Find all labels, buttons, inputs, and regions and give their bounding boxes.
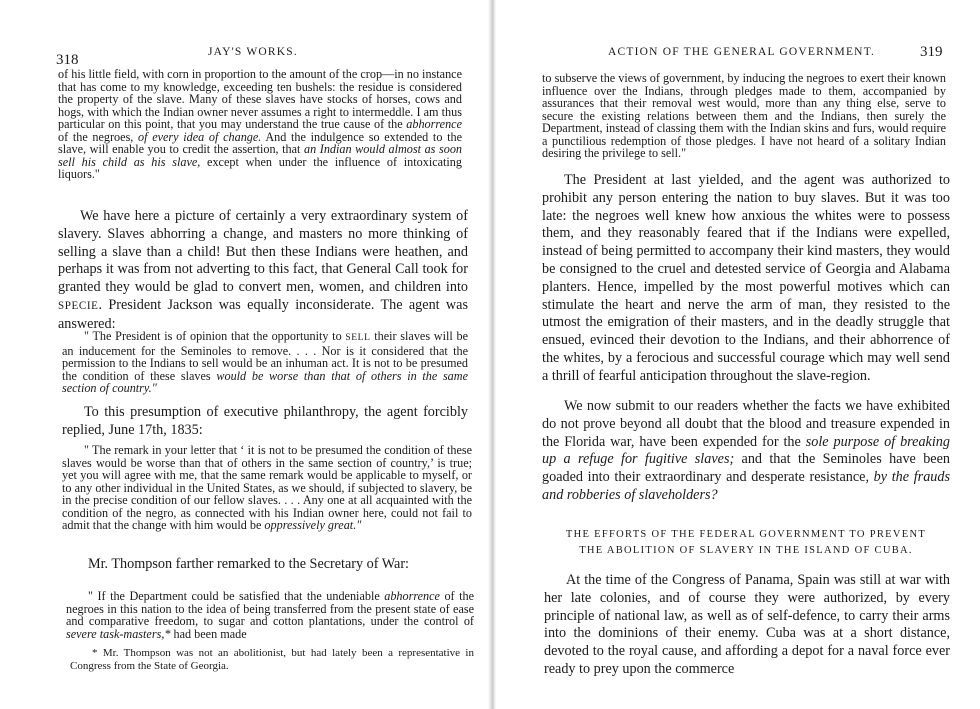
paragraph-agent-replied: To this presumption of executive philanthropy, the agent forcibly replied, June 17th, 1835:: [62, 404, 468, 438]
quote-subserve-government: to subserve the views of government, by inducing the negroes to exert their known influence over the Indians, through pledges made to them, accompanied by assurances that their removal west would, more than any thing else, serve to secure the existing relations between them and the Indians, then surely the Department, instead of classing them with the Indian skins and furs, would require a punctilious redemption of those pledges. I have not heard of a solitary Indian desiring the privilege to sell.": [542, 71, 946, 160]
paragraph-readers-submit: We now submit to our readers whether the facts we have exhibited do not prove beyond all doubt that the blood and treasure expended in the Florida war, have been expended for the sole purpose of breaking up a refuge for fugitive slaves; and that the Seminoles have been goaded into their extraordinary and desperate resistance, by the frauds and robberies of slaveholders?: [542, 398, 950, 503]
left-page-number: 318: [56, 52, 79, 68]
paragraph-president-yielded: The President at last yielded, and the agent was authorized to prohibit any person entering the nation to buy slaves. But it was too late: the negroes well knew how anxious the whites were to possess them, and they reasonably feared that if the Indians were expelled, instead of being permitted to accompany their kind masters, they would be consigned to the cruel and detested service of Georgia and Alabama planters. Hence, impelled by the most powerful motives which can stimulate the heart and nerve the arm of man, they resisted to the utmost the emigration of their masters, and in the deadly struggle that ensued, evinced their devotion to the Indians, and their abhorrence of the whites, by a ferocious and successful courage which may well send a thrill of fearful anticipation throughout the slave-region.: [542, 172, 950, 384]
right-page: [492, 0, 980, 709]
quote-department-satisfied: " If the Department could be satisfied that the undeniable abhorrence of the negroes in this nation to the idea of being transferred from the present state of ease and comparative freedom, to sugar and cotton plantations, under the control of severe task-masters,* had been made: [66, 589, 474, 641]
right-running-head: ACTION OF THE GENERAL GOVERNMENT.: [608, 46, 876, 58]
paragraph-thompson-remarked: Mr. Thompson farther remarked to the Secretary of War:: [88, 556, 409, 572]
section-heading-line-2: THE ABOLITION OF SLAVERY IN THE ISLAND OF CUBA.: [579, 545, 913, 556]
right-page-number: 319: [920, 44, 943, 60]
paragraph-congress-panama: At the time of the Congress of Panama, Spain was still at war with her late colonies, and of course they were authorized, by every principle of national law, as well as of self-defence, to carry their arms into the dominions of their enemy. Cuba was at a short distance, devoted to the royal cause, and affording a depot for a naval force ever ready to prey upon the commerce: [544, 572, 950, 677]
paragraph-extraordinary-slavery: We have here a picture of certainly a very extraordinary system of slavery. Slaves abhorring a change, and masters no more thinking of selling a slave than a child! But then these Indians were heathen, and perhaps it was from not adverting to this fact, that General Call took for granted they would be glad to convert men, women, and children into SPECIE. President Jackson was equally inconsiderate. The agent was answered:: [58, 208, 468, 332]
section-heading-line-1: THE EFFORTS OF THE FEDERAL GOVERNMENT TO PREVENT: [565, 529, 927, 540]
left-running-head: JAY'S WORKS.: [208, 46, 298, 58]
quote-president-opinion: " The President is of opinion that the opportunity to SELL their slaves will be an inducement for the Seminoles to remove. . . . Nor is it considered that the permission to the Indians to sell would be an inhuman act. It is not to be presumed the condition of these slaves would be worse than that of others in the same section of country.": [62, 329, 468, 395]
quote-agent-remark: " The remark in your letter that ‘ it is not to be presumed the condition of these slaves would be worse than that of others in the same section of country,’ is true; yet you will agree with me, that the same remark would be applicable to myself, or to any other individual in the United States, as we should, if subjected to slavery, be in the precise condition of our fellow slaves. . . . Any one at all acquainted with the condition of the negro, as connected with his Indian owner here, could not fail to admit that the change with him would be oppressively great.": [62, 443, 472, 532]
quote-corn-crop: of his little field, with corn in proportion to the amount of the crop—in no instance that has come to my knowledge, exceeding ten bushels: the residue is considered the property of the slave. Many of these slaves have stocks of horses, cows and hogs, with which the Indian owner never assumes a right to intermeddle. I am thus particular on this point, that you may understand the true cause of the abhorrence of the negroes, of every idea of change. And the indulgence so extended to the slave, will enable you to credit the assertion, that an Indian would almost as soon sell his child as his slave, except when under the influence of intoxicating liquors.": [58, 67, 463, 181]
section-heading: [538, 527, 954, 559]
footnote-thompson: * Mr. Thompson was not an abolitionist, but had lately been a representative in Congress from the State of Georgia.: [70, 647, 474, 672]
